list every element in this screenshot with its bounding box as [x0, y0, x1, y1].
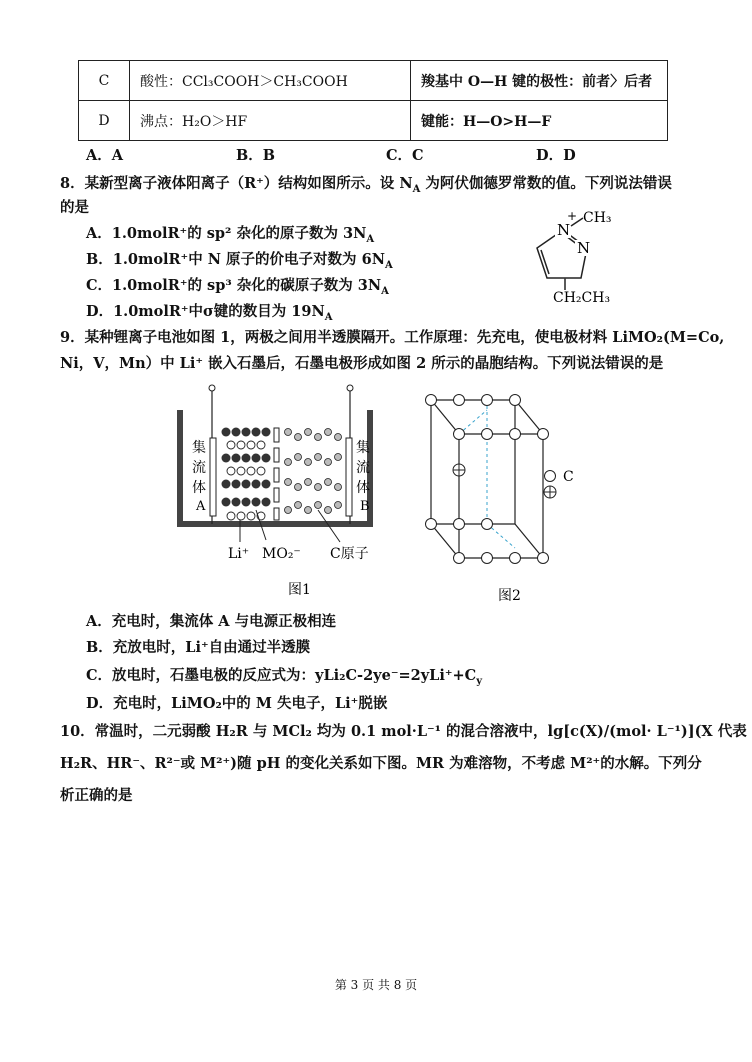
q10-stem-line2: H₂R、HR⁻、R²⁻或 M²⁺)随 pH 的变化关系如下图。MR 为难溶物，不考虑 M²⁺的水解。下列分 [60, 755, 702, 772]
q8-stem-line2: 的是 [60, 199, 89, 216]
q9-option-b[interactable]: B．充放电时，Li⁺自由通过半透膜 [86, 639, 311, 656]
carbon-legend-icon [545, 471, 556, 482]
figure2-caption: 图2 [498, 588, 521, 604]
q8-option-a[interactable]: A．1.0molR⁺的 sp² 杂化的原子数为 $3N_A$ [86, 225, 375, 245]
row-letter: C [79, 61, 130, 101]
carbon-legend-label: C [563, 469, 574, 485]
q9-stem-line2: Ni，V，Mn）中 Li⁺ 嵌入石墨后，石墨电极形成如图 2 所示的晶胞结构。下列说法错误的是 [60, 355, 664, 372]
q8-option-c[interactable]: C．1.0molR⁺的 sp³ 杂化的碳原子数为 $3N_A$ [86, 277, 389, 297]
row-fact: 沸点：H₂O＞HF [130, 101, 411, 141]
membrane [274, 428, 279, 520]
choice-c[interactable]: C．C [386, 147, 424, 164]
row-explanation: 羧基中 O—H 键的极性：前者〉后者 [411, 61, 668, 101]
choice-d[interactable]: D．D [536, 147, 576, 164]
table-row [79, 101, 668, 141]
figure1-caption: 图1 [288, 582, 311, 598]
battery-figure [170, 382, 400, 602]
q8-option-d[interactable]: D．1.0molR⁺中σ键的数目为 $19N_A$ [86, 303, 333, 323]
carbon-atom-label: C原子 [330, 546, 369, 562]
row-explanation: 键能：H—O>H—F [411, 101, 668, 141]
collector-a-label: A [196, 499, 206, 514]
ethyl-label: CH₂CH₃ [553, 290, 611, 305]
n-top-label: N [557, 221, 571, 239]
options-table [78, 60, 668, 141]
n-bottom-label: N [577, 239, 591, 257]
q8-stem: 8．某新型离子液体阳离子（R⁺）结构如图所示。设 $N_A$ 为阿伏伽德罗常数的值。下列说法错误 [60, 175, 672, 195]
collector-b-label: 体 [356, 480, 370, 496]
q7-choices [86, 146, 576, 166]
page-footer: 第 3 页 共 8 页 [334, 978, 418, 992]
collector-a-label: 集 [192, 440, 206, 456]
q10-stem-line1: 10．常温时，二元弱酸 H₂R 与 MCl₂ 均为 0.1 mol·L⁻¹ 的混合溶液中，lg[c(X)/(mol· L⁻¹)](X 代表 [60, 723, 747, 740]
choice-a[interactable]: A．A [86, 147, 124, 164]
row-fact: 酸性：CCl₃COOH＞CH₃COOH [130, 61, 411, 101]
table-row [79, 61, 668, 101]
collector-a-label: 体 [192, 480, 206, 496]
q10-stem-line3: 析正确的是 [60, 787, 133, 804]
li-ion-label: Li⁺ [228, 546, 250, 562]
unit-cell-figure [415, 390, 585, 605]
graphite-layers [285, 429, 342, 514]
lithium-legend-icon [544, 486, 556, 498]
q9-stem-line1: 9．某种锂离子电池如图 1，两极之间用半透膜隔开。工作原理：先充电，使电极材料 LiMO₂(M=Co, [60, 329, 725, 346]
row-letter: D [79, 101, 130, 141]
methyl-label: CH₃ [583, 210, 612, 226]
q9-option-c[interactable]: C．放电时，石墨电极的反应式为：yLi₂C-$2ye^-=2yLi^++C_y$ [86, 667, 482, 687]
collector-b-label: 流 [356, 460, 370, 476]
mo2-label: MO₂⁻ [262, 546, 301, 562]
collector-b-label: 集 [356, 440, 370, 456]
collector-a-label: 流 [192, 460, 206, 476]
choice-b[interactable]: B．B [236, 147, 276, 164]
q9-option-d[interactable]: D．充电时，LiMO₂中的 M 失电子，Li⁺脱嵌 [86, 695, 388, 712]
limo2-layers [222, 428, 271, 521]
q8-option-b[interactable]: B．1.0molR⁺中 N 原子的价电子对数为 $6N_A$ [86, 251, 393, 271]
lithium-ion-center [453, 464, 465, 476]
q9-option-a[interactable]: A．充电时，集流体 A 与电源正极相连 [86, 613, 337, 630]
imidazolium-structure-diagram [525, 200, 645, 305]
plus-charge: + [567, 209, 578, 223]
collector-b-label: B [360, 499, 370, 514]
